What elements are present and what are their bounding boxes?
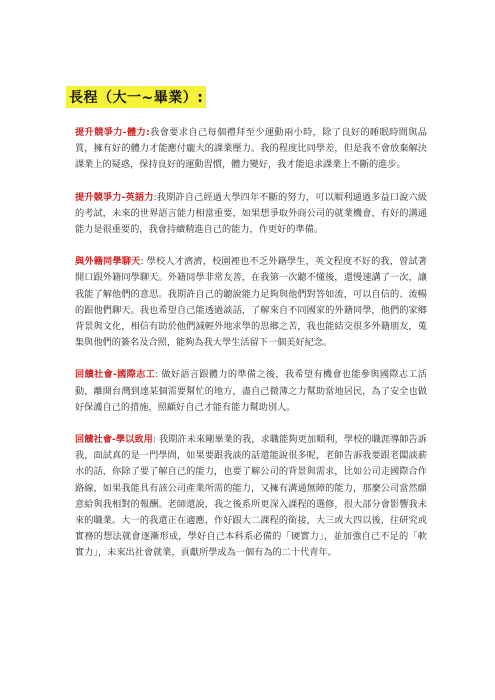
- section-text: : 我期許未來剛畢業的我，求職能夠更加順利，學校的職涯導師告訴我，面試真的是一門學問，如果要跟我談的話還能說很多呢，老師告訴我要跟老闆談薪水的話，你除了要了解自己的能力，也要了解公司的背景與需求，比如公司走國際合作路線，如果我能具有該公司產業所需的能力，又擁有溝通無障的能力，那麼公司當然願意給與我相對的報酬。老師還說，我之後系所更深入課程的選修，很大部分會影響我未來的職業。大一的我還正在適應，作好跟大二課程的銜接，大三或大四以後，往研究或實務的想法就會逐漸形成，學好自己本科系必備的「硬實力」，並加強自己不足的「軟實力」，未來出社會就業，貢獻所學成為一個有為的二十代青年。: [75, 434, 427, 559]
- section-text: 我會要求自己每個禮拜至少運動兩小時，除了良好的睡眠時間與品質，擁有好的體力才能應付龐大的課業壓力。我的程度比同學差，但是我不會放棄解決課業上的疑惑，保持良好的運動習慣，體力變好，我才能追求課業上不斷的進步。: [75, 127, 427, 171]
- section-heading: 回饋社會-國際志工: [75, 369, 156, 381]
- content-body: [75, 125, 427, 578]
- title-wrap: [66, 86, 206, 108]
- section-heading: 回饋社會-學以致用: [75, 434, 153, 446]
- page-title: 長程（大一~畢業）:: [66, 86, 206, 108]
- section-chat-foreign-students: [75, 254, 427, 351]
- section-heading: 與外籍同學聊天: [75, 256, 141, 268]
- section-heading: 提升競爭力-英語力: [75, 191, 154, 203]
- section-text: :我期許自己經過大學四年不斷的努力，可以順利通過多益口說六級的考試，未來的世界語言能力相當重要，如果想爭取外商公司的就業機會，有好的溝通能力是很重要的，我會持續精進自己的能力，作更好的準備。: [75, 191, 427, 236]
- section-apply-learning: [75, 432, 427, 562]
- section-text: : 做好語言跟體力的準備之後，我希望有機會也能參與國際志工活動，離開台灣到達某個需要幫忙的地方，盡自己微薄之力幫助當地居民，為了安全也做好保護自己的措施，照顧好自己才能有能力幫助別人。: [75, 369, 427, 413]
- section-volunteer: [75, 367, 427, 416]
- section-english: [75, 190, 427, 239]
- section-text: : 學校人才濟濟，校園裡也不乏外籍學生，英文程度不好的我，曾試著開口跟外籍同學聊天。外籍同學非常友善，在我第一次聽不懂後，還慢速講了一次，讓我能了解他們的意思。我期許自己的聽說能力足夠與他們對答如流，可以自信的、流暢的跟他們聊天。我也希望自己能透過談話，了解來自不同國家的外籍同學，他們的家鄉背景與文化，相信有助於他們減輕外地求學的思鄉之苦，我也能結交很多外籍朋友，蒐集與他們的簽名及合照，能夠為我大學生活留下一個美好紀念。: [75, 256, 428, 349]
- section-fitness: [75, 125, 427, 174]
- section-heading: 提升競爭力-體力:: [75, 127, 150, 138]
